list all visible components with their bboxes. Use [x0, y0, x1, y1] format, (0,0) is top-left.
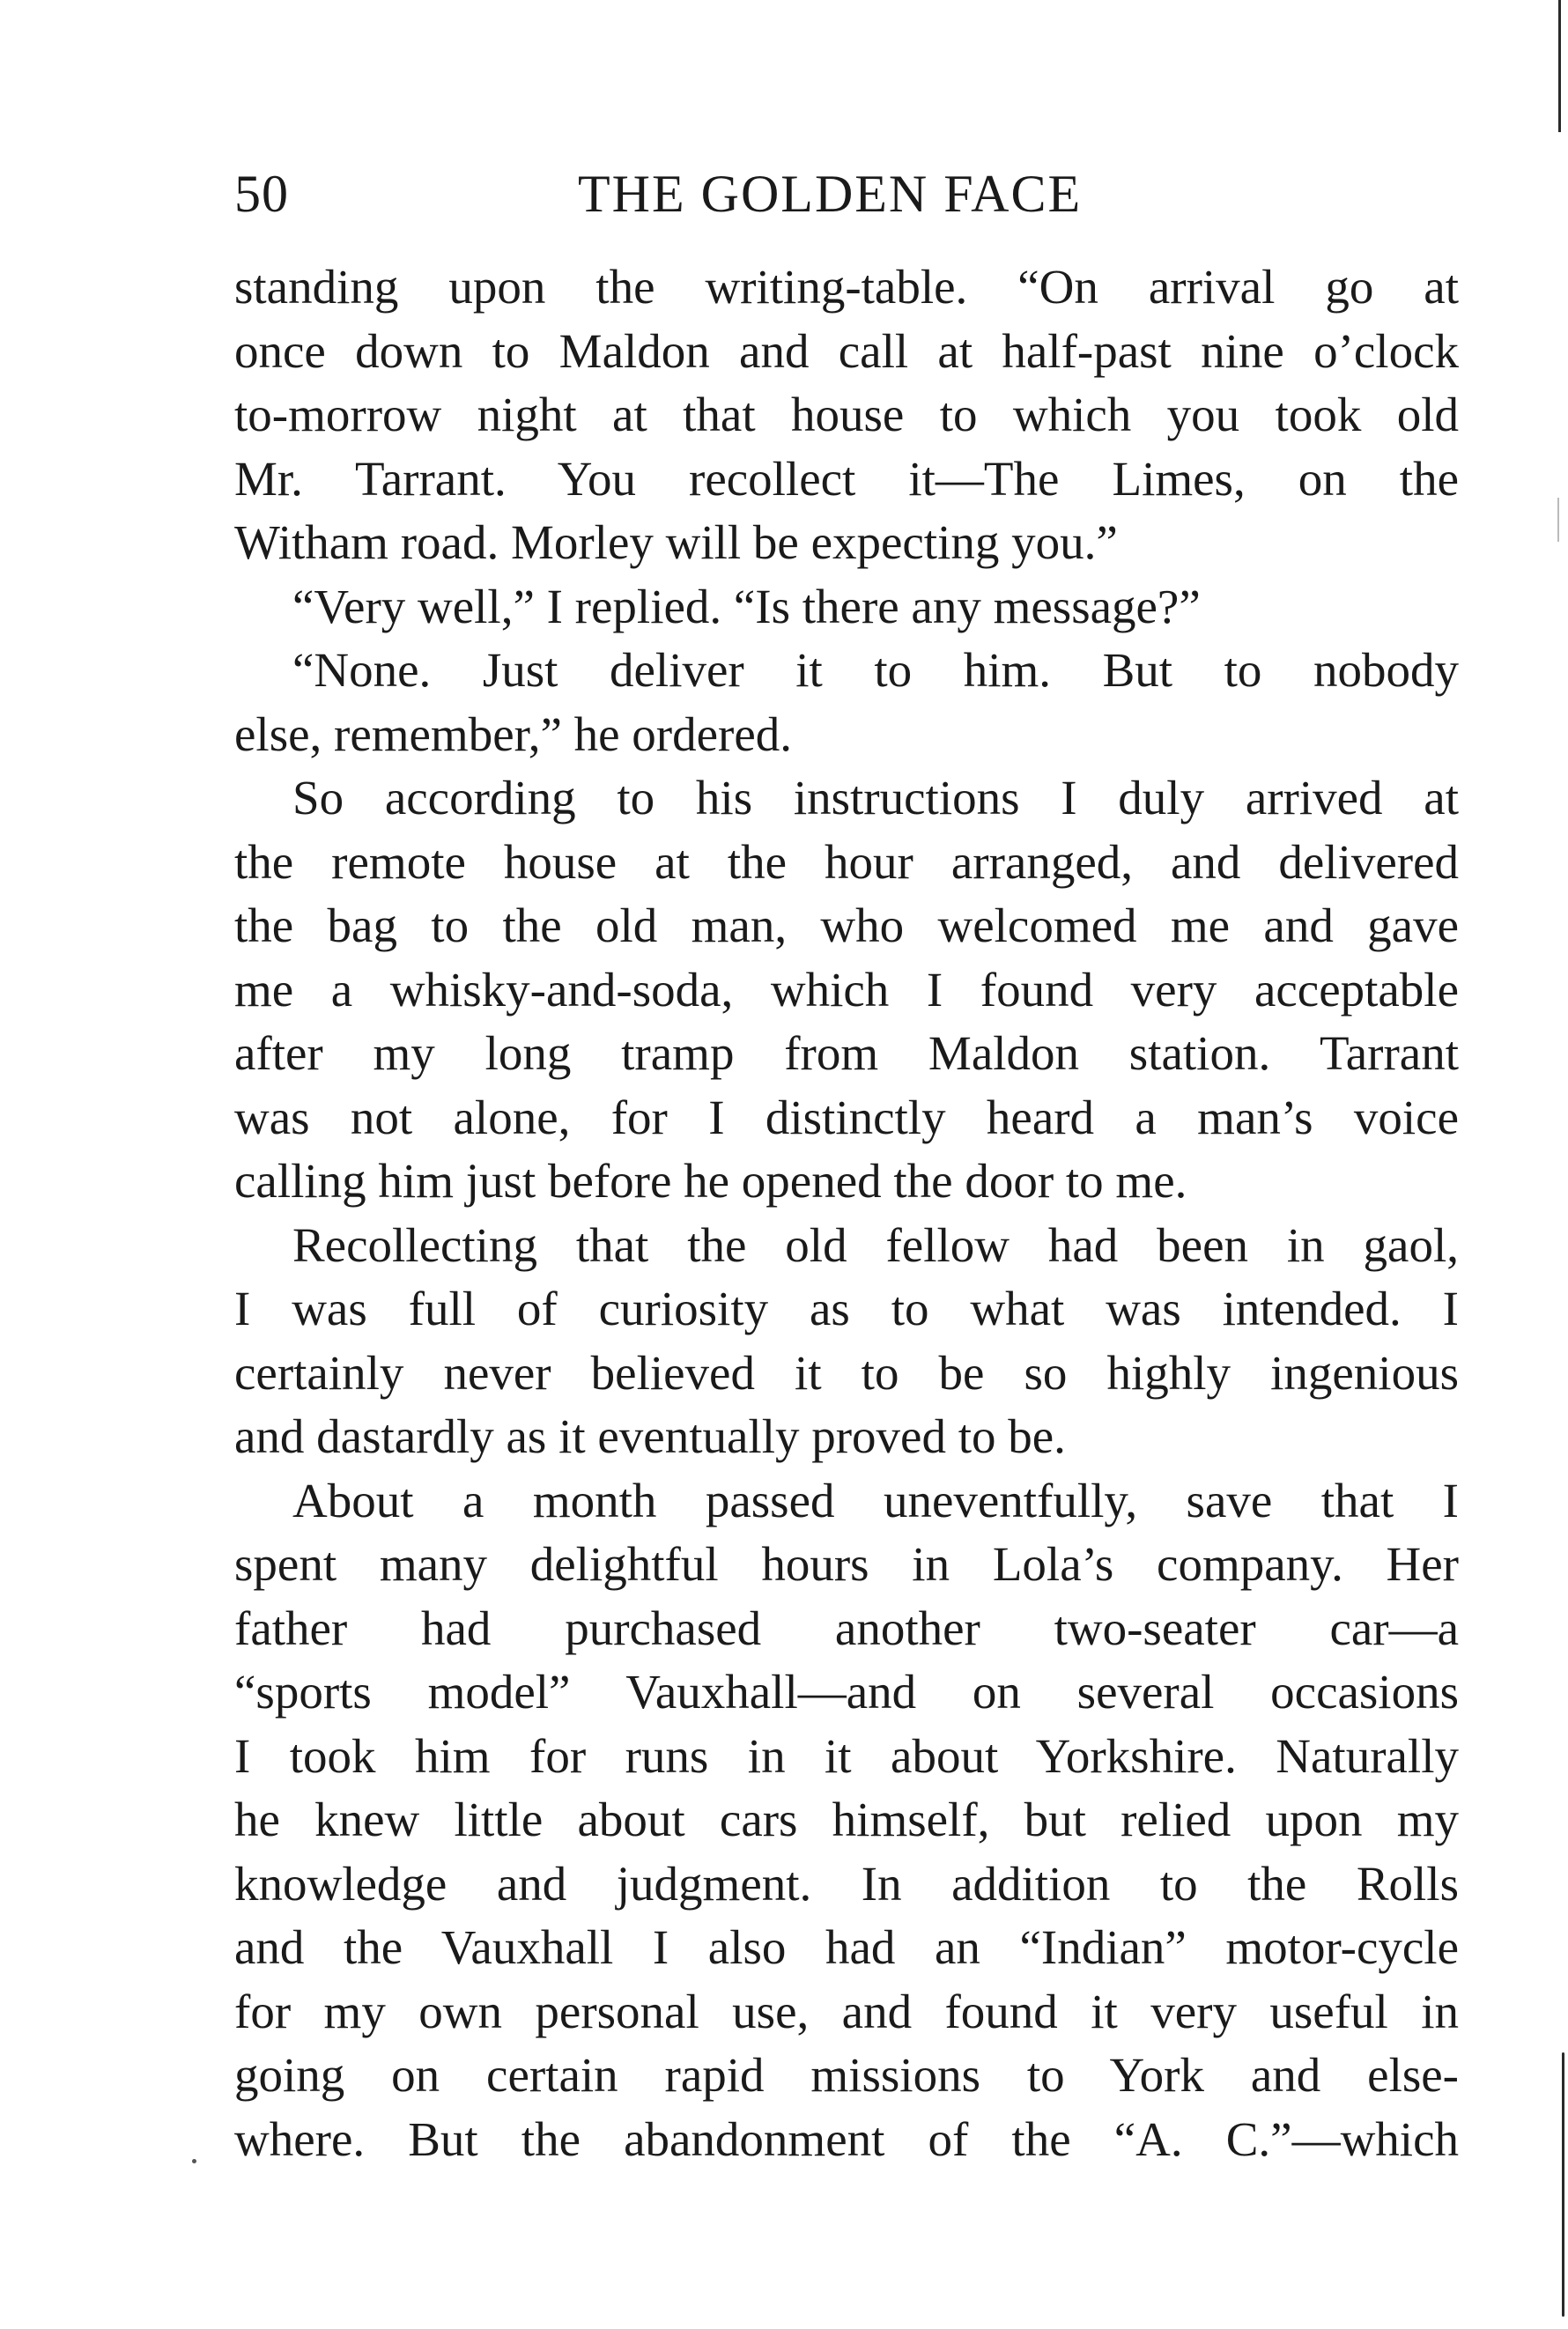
- text-line: Witham road. Morley will be expecting you.”: [234, 515, 1118, 569]
- text-line: “None. Just deliver it to him. But to nobody: [292, 643, 1459, 697]
- book-title: THE GOLDEN FACE: [578, 165, 1083, 223]
- text-line: once down to Maldon and call at half-past nine o’clock: [234, 323, 1459, 378]
- text-line: father had purchased another two-seater car—a: [234, 1601, 1459, 1655]
- text-line: “Very well,” I replied. “Is there any message?”: [292, 579, 1201, 633]
- text-line: was not alone, for I distinctly heard a man’s voice: [234, 1090, 1459, 1144]
- text-line: Mr. Tarrant. You recollect it—The Limes, on the: [234, 451, 1459, 506]
- text-line: knowledge and judgment. In addition to the Rolls: [234, 1856, 1459, 1911]
- text-line: where. But the abandonment of the “A. C.”—which: [234, 2111, 1459, 2166]
- text-line: the remote house at the hour arranged, and delivered: [234, 834, 1459, 889]
- text-line: I was full of curiosity as to what was intended. I: [234, 1282, 1459, 1335]
- text-line: the bag to the old man, who welcomed me and gave: [234, 898, 1459, 952]
- text-line: for my own personal use, and found it very useful in: [234, 1984, 1459, 2038]
- text-line: after my long tramp from Maldon station. Tarrant: [234, 1026, 1459, 1080]
- text-line: and dastardly as it eventually proved to be.: [234, 1409, 1066, 1463]
- body-text: [234, 255, 1459, 2171]
- text-line: me a whisky-and-soda, which I found very acceptable: [234, 962, 1459, 1017]
- text-line: certainly never believed it to be so highly ingenious: [234, 1345, 1459, 1400]
- text-line: About a month passed uneventfully, save that I: [292, 1473, 1459, 1527]
- text-line: Recollecting that the old fellow had been in gaol,: [292, 1217, 1459, 1272]
- text-line: I took him for runs in it about Yorkshire. Naturally: [234, 1728, 1459, 1783]
- text-line: else, remember,” he ordered.: [234, 706, 793, 761]
- text-line: calling him just before he opened the door to me.: [234, 1154, 1187, 1208]
- text-line: going on certain rapid missions to York and else-: [234, 2048, 1459, 2102]
- text-line: he knew little about cars himself, but relied upon my: [234, 1793, 1459, 1846]
- text-line: to-morrow night at that house to which you took old: [234, 388, 1459, 441]
- text-line: “sports model” Vauxhall—and on several occasions: [234, 1665, 1459, 1719]
- text-line: spent many delightful hours in Lola’s company. Her: [234, 1537, 1459, 1591]
- page-edge-mark: [1557, 498, 1559, 542]
- running-head: [234, 163, 1468, 225]
- margin-dot: [192, 2159, 196, 2163]
- page-number: 50: [234, 165, 289, 223]
- page-edge-line: [1562, 2052, 1564, 2317]
- page-edge-line: [1558, 0, 1561, 132]
- text-line: So according to his instructions I duly arrived at: [292, 771, 1459, 824]
- text-line: standing upon the writing-table. “On arrival go at: [234, 260, 1459, 314]
- text-line: and the Vauxhall I also had an “Indian” motor-cycle: [234, 1920, 1459, 1974]
